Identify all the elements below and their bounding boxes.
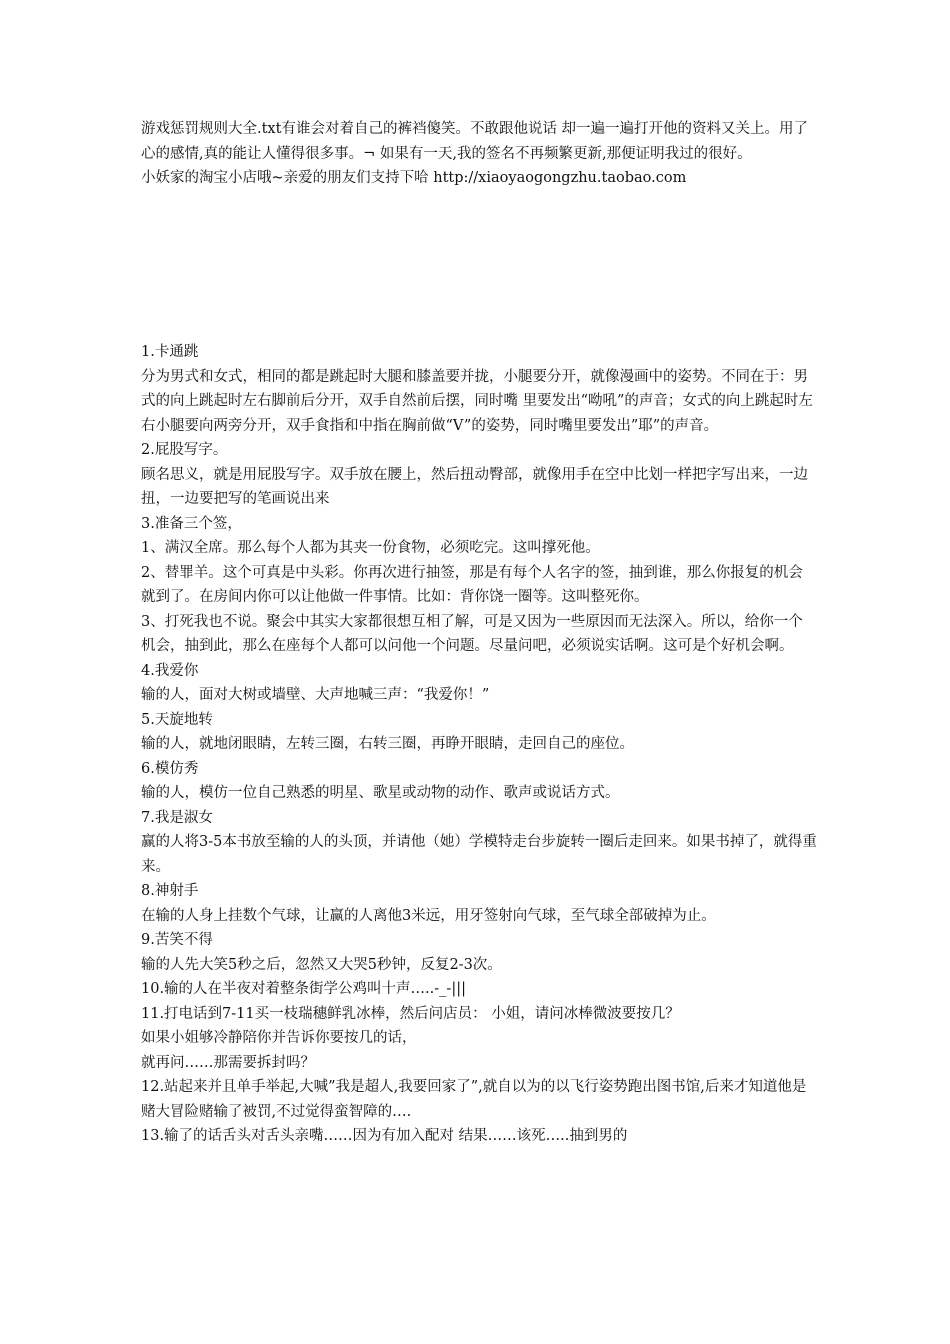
rule-heading: 13.输了的话舌头对舌头亲嘴……因为有加入配对 结果……该死…..抽到男的: [141, 1128, 628, 1144]
rules-list: [141, 340, 817, 1149]
rule-text: 分为男式和女式，相同的都是跳起时大腿和膝盖要并拢，小腿要分开，就像漫画中的姿势。不同在于：男式的向上跳起时左右脚前后分开，双手自然前后摆，同时嘴 里要发出“呦吼”的声音；女式的向上跳起时左右小腿要向两旁分开，双手食指和中指在胸前做“V”的姿势，同时嘴里要发出”耶”的声音。: [141, 368, 813, 434]
rule-heading: 11.打电话到7-11买一枝瑞穗鲜乳冰棒，然后问店员： 小姐，请问冰棒微波要按几？: [141, 1005, 680, 1022]
rule-heading: 5.天旋地转: [141, 711, 213, 728]
rule-heading: 8.神射手: [141, 883, 199, 899]
rule-heading: 10.输的人在半夜对着整条街学公鸡叫十声…..-_-|||: [141, 981, 466, 997]
rule-text: 如果小姐够冷静陪你并告诉你要按几的话，: [141, 1030, 417, 1046]
rule-text: 3、打死我也不说。聚会中其实大家都很想互相了解，可是又因为一些原因而无法深入。所以，给你一个机会，抽到此，那么在座每个人都可以问他一个问题。尽量问吧，必须说实话啊。这可是个好机会啊。: [141, 613, 803, 654]
rule-text: 赢的人将3-5本书放至输的人的头顶，并请他（她）学模特走台步旋转一圈后走回来。如果书掉了，就得重来。: [141, 834, 817, 875]
rule-text: 输的人，就地闭眼睛，左转三圈，右转三圈，再睁开眼睛，走回自己的座位。: [141, 736, 634, 752]
rule-heading: 12.站起来并且单手举起,大喊”我是超人,我要回家了”,就自以为的以飞行姿势跑出图书馆,后来才知道他是赌大冒险赌输了被罚,不过觉得蛮智障的….: [141, 1079, 807, 1120]
rule-text: 在输的人身上挂数个气球，让赢的人离他3米远，用牙签射向气球，至气球全部破掉为止。: [141, 907, 716, 924]
rule-heading: 6.模仿秀: [141, 760, 199, 777]
shop-text: 小妖家的淘宝小店哦~亲爱的朋友们支持下哈 http://xiaoyaogongzhu.taobao.com: [141, 170, 687, 186]
rule-text: 输的人，模仿一位自己熟悉的明星、歌星或动物的动作、歌声或说话方式。: [141, 785, 620, 801]
rule-text: 输的人，面对大树或墙壁、大声地喊三声：“我爱你！”: [141, 687, 490, 703]
intro-section: [141, 117, 817, 191]
rule-text: 2、替罪羊。这个可真是中头彩。你再次进行抽签，那是有每个人名字的签，抽到谁，那么你报复的机会就到了。在房间内你可以让他做一件事情。比如：背你饶一圈等。这叫整死你。: [141, 564, 803, 605]
rule-heading: 3.准备三个签，: [141, 515, 242, 532]
rule-heading: 1.卡通跳: [141, 344, 199, 360]
intro-paragraph: [141, 117, 817, 166]
rule-text: 顾名思义，就是用屁股写字。双手放在腰上，然后扭动臀部，就像用手在空中比划一样把字写出来，一边扭，一边要把写的笔画说出来: [141, 466, 808, 507]
rule-heading: 7.我是淑女: [141, 809, 213, 826]
rule-heading: 9.苦笑不得: [141, 932, 213, 948]
rule-text: 输的人先大笑5秒之后，忽然又大哭5秒钟，反复2-3次。: [141, 956, 502, 973]
rule-heading: 2.屁股写字。: [141, 442, 228, 458]
rule-text: 1、满汉全席。那么每个人都为其夹一份食物，必须吃完。这叫撑死他。: [141, 540, 600, 556]
intro-text: 游戏惩罚规则大全.txt有谁会对着自己的裤裆傻笑。不敢跟他说话 却一遍一遍打开他的资料又关上。用了心的感情,真的能让人懂得很多事。¬ 如果有一天,我的签名不再频繁更新,那便证明我过的很好。: [141, 121, 809, 162]
rule-text: 就再问……那需要拆封吗？: [141, 1054, 315, 1071]
rule-heading: 4.我爱你: [141, 662, 199, 679]
shop-line: [141, 166, 817, 191]
